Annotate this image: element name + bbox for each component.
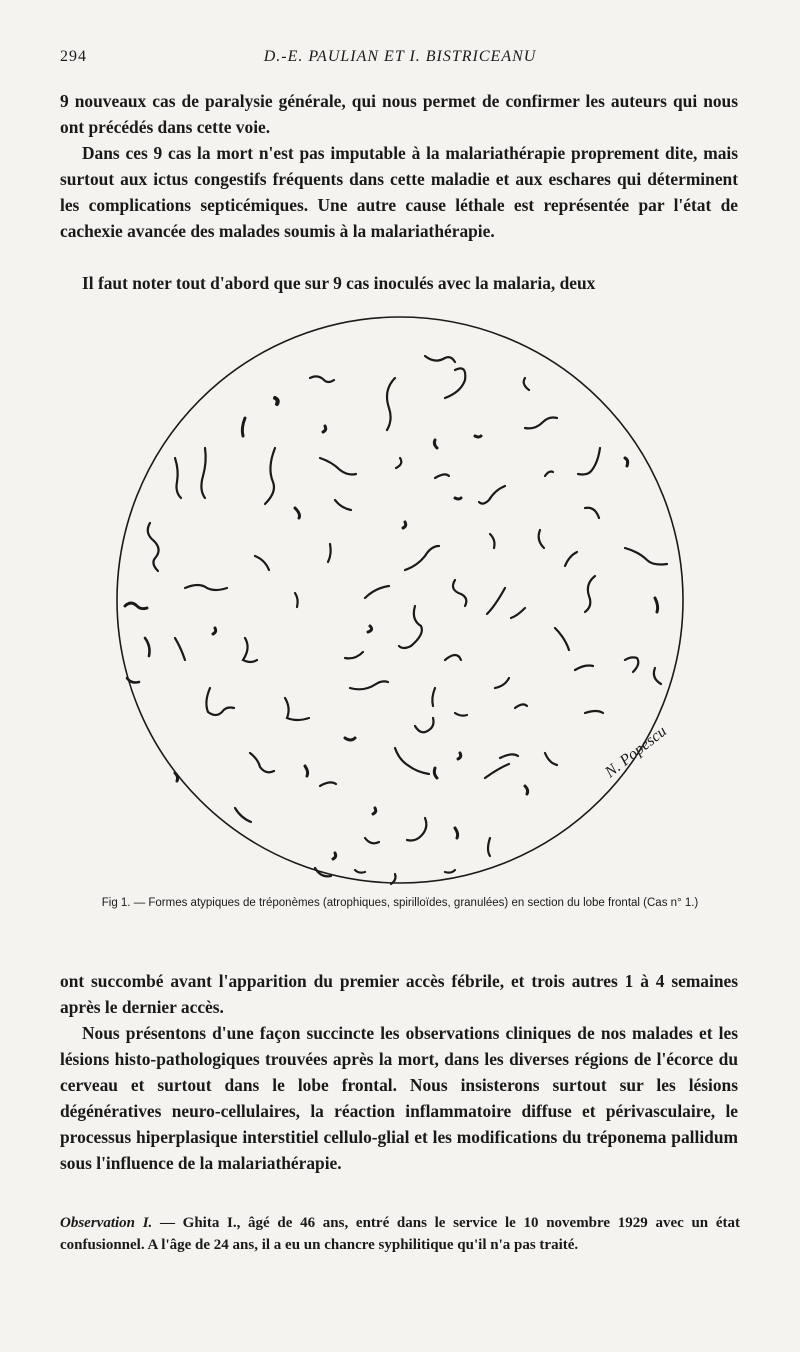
page-number: 294 xyxy=(60,48,87,65)
observation-text: — Ghita I., âgé de 46 ans, entré dans le service le 10 novembre 1929 avec un état confusionnel. A l'âge de 24 ans, il a eu un chancre syphilitique qu'il n'a pas traité. xyxy=(60,1215,740,1253)
observation-paragraph xyxy=(60,1212,740,1256)
paragraph-1: 9 nouveaux cas de paralysie générale, qui nous permet de confirmer les auteurs qui nous ont précédés dans cette voie. xyxy=(60,91,738,137)
illustrator-signature: N. Popescu xyxy=(601,722,670,782)
observation-label: Observation I. xyxy=(60,1215,153,1231)
running-title: D.-E. PAULIAN ET I. BISTRICEANU xyxy=(263,48,537,65)
paragraph-2: Dans ces 9 cas la mort n'est pas imputable à la malariathérapie proprement dite, mais surtout aux ictus congestifs fréquents dans cette maladie et aux eschares qui déterminent les complications septicémiques. Une autre cause léthale est représentée par l'état de cachexie avancée des malades soumis à la malariathérapie. xyxy=(60,143,738,241)
paragraph-3: Il faut noter tout d'abord que sur 9 cas inoculés avec la malaria, deux xyxy=(82,273,596,293)
page-header xyxy=(60,48,740,72)
figure-caption: Fig 1. — Formes atypiques de tréponèmes (atrophiques, spirilloïdes, granulées) en section du lobe frontal (Cas n° 1.) xyxy=(101,897,699,909)
microscope-field-illustration xyxy=(105,308,695,893)
paragraph-5: Nous présentons d'une façon succincte les observations cliniques de nos malades et les lésions histo-pathologiques trouvées après la mort, dans les diverses régions de l'écorce du cerveau et surtout dans le lobe frontal. Nous insisterons surtout sur les lésions dégénératives neuro-cellulaires, la réaction inflammatoire diffuse et périvasculaire, le processus hiperplasique interstitiel cellulo-glial et les modifications du tréponema pallidum sous l'influence de la malariathérapie. xyxy=(60,1023,738,1173)
paragraph-4: ont succombé avant l'apparition du premier accès fébrile, et trois autres 1 à 4 semaines après le dernier accès. xyxy=(60,971,738,1017)
field-circle xyxy=(117,317,683,883)
figure-treponemes xyxy=(105,308,695,893)
